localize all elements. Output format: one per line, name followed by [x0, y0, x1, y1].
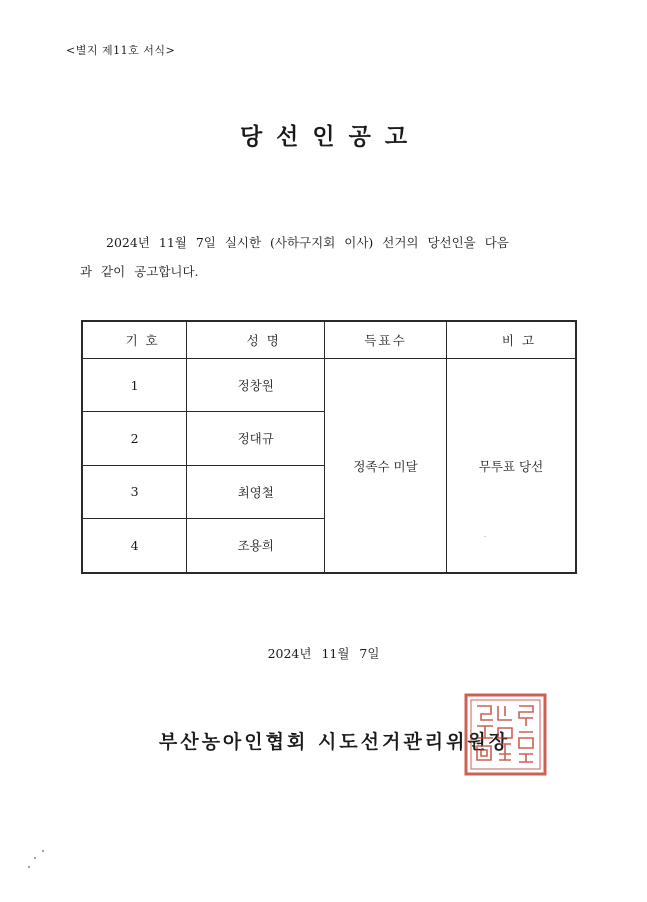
- scan-speck: ·: [484, 534, 486, 541]
- header-note: 비 고: [446, 321, 576, 359]
- table-header-row: [82, 321, 576, 359]
- elected-candidates-table: [81, 320, 577, 574]
- candidate-number: 1: [82, 359, 187, 412]
- candidate-name: 조용희: [187, 518, 325, 573]
- announcement-text: [80, 228, 580, 286]
- candidate-number: 2: [82, 412, 187, 465]
- document-title: 당선인공고: [239, 123, 422, 150]
- official-seal-icon: [463, 692, 548, 777]
- scan-dot: [42, 850, 44, 852]
- note-cell: 무투표 당선: [446, 359, 576, 574]
- scan-dot: [34, 857, 36, 859]
- candidate-name: 정창원: [187, 359, 325, 412]
- candidate-number: 3: [82, 465, 187, 518]
- header-name: 성 명: [187, 321, 325, 359]
- announcement-line-1: 2024년 11월 7일 실시한 (사하구지회 이사) 선거의 당선인을 다음: [106, 235, 509, 250]
- announcement-date: 2024년 11월 7일: [267, 646, 380, 661]
- candidate-number: 4: [82, 518, 187, 573]
- votes-cell: 정족수 미달: [325, 359, 447, 574]
- header-votes: 득표수: [325, 321, 447, 359]
- candidate-name: 최영철: [187, 465, 325, 518]
- form-number-label: <별지 제11호 서식>: [66, 44, 176, 57]
- candidate-name: 정대규: [187, 412, 325, 465]
- scan-dot: [28, 866, 30, 868]
- table-row: [82, 359, 576, 412]
- announcement-line-2: 과 같이 공고합니다.: [80, 264, 199, 279]
- header-number: 기 호: [82, 321, 187, 359]
- issuer-name: 부산농아인협회 시도선거관리위원장: [158, 731, 511, 753]
